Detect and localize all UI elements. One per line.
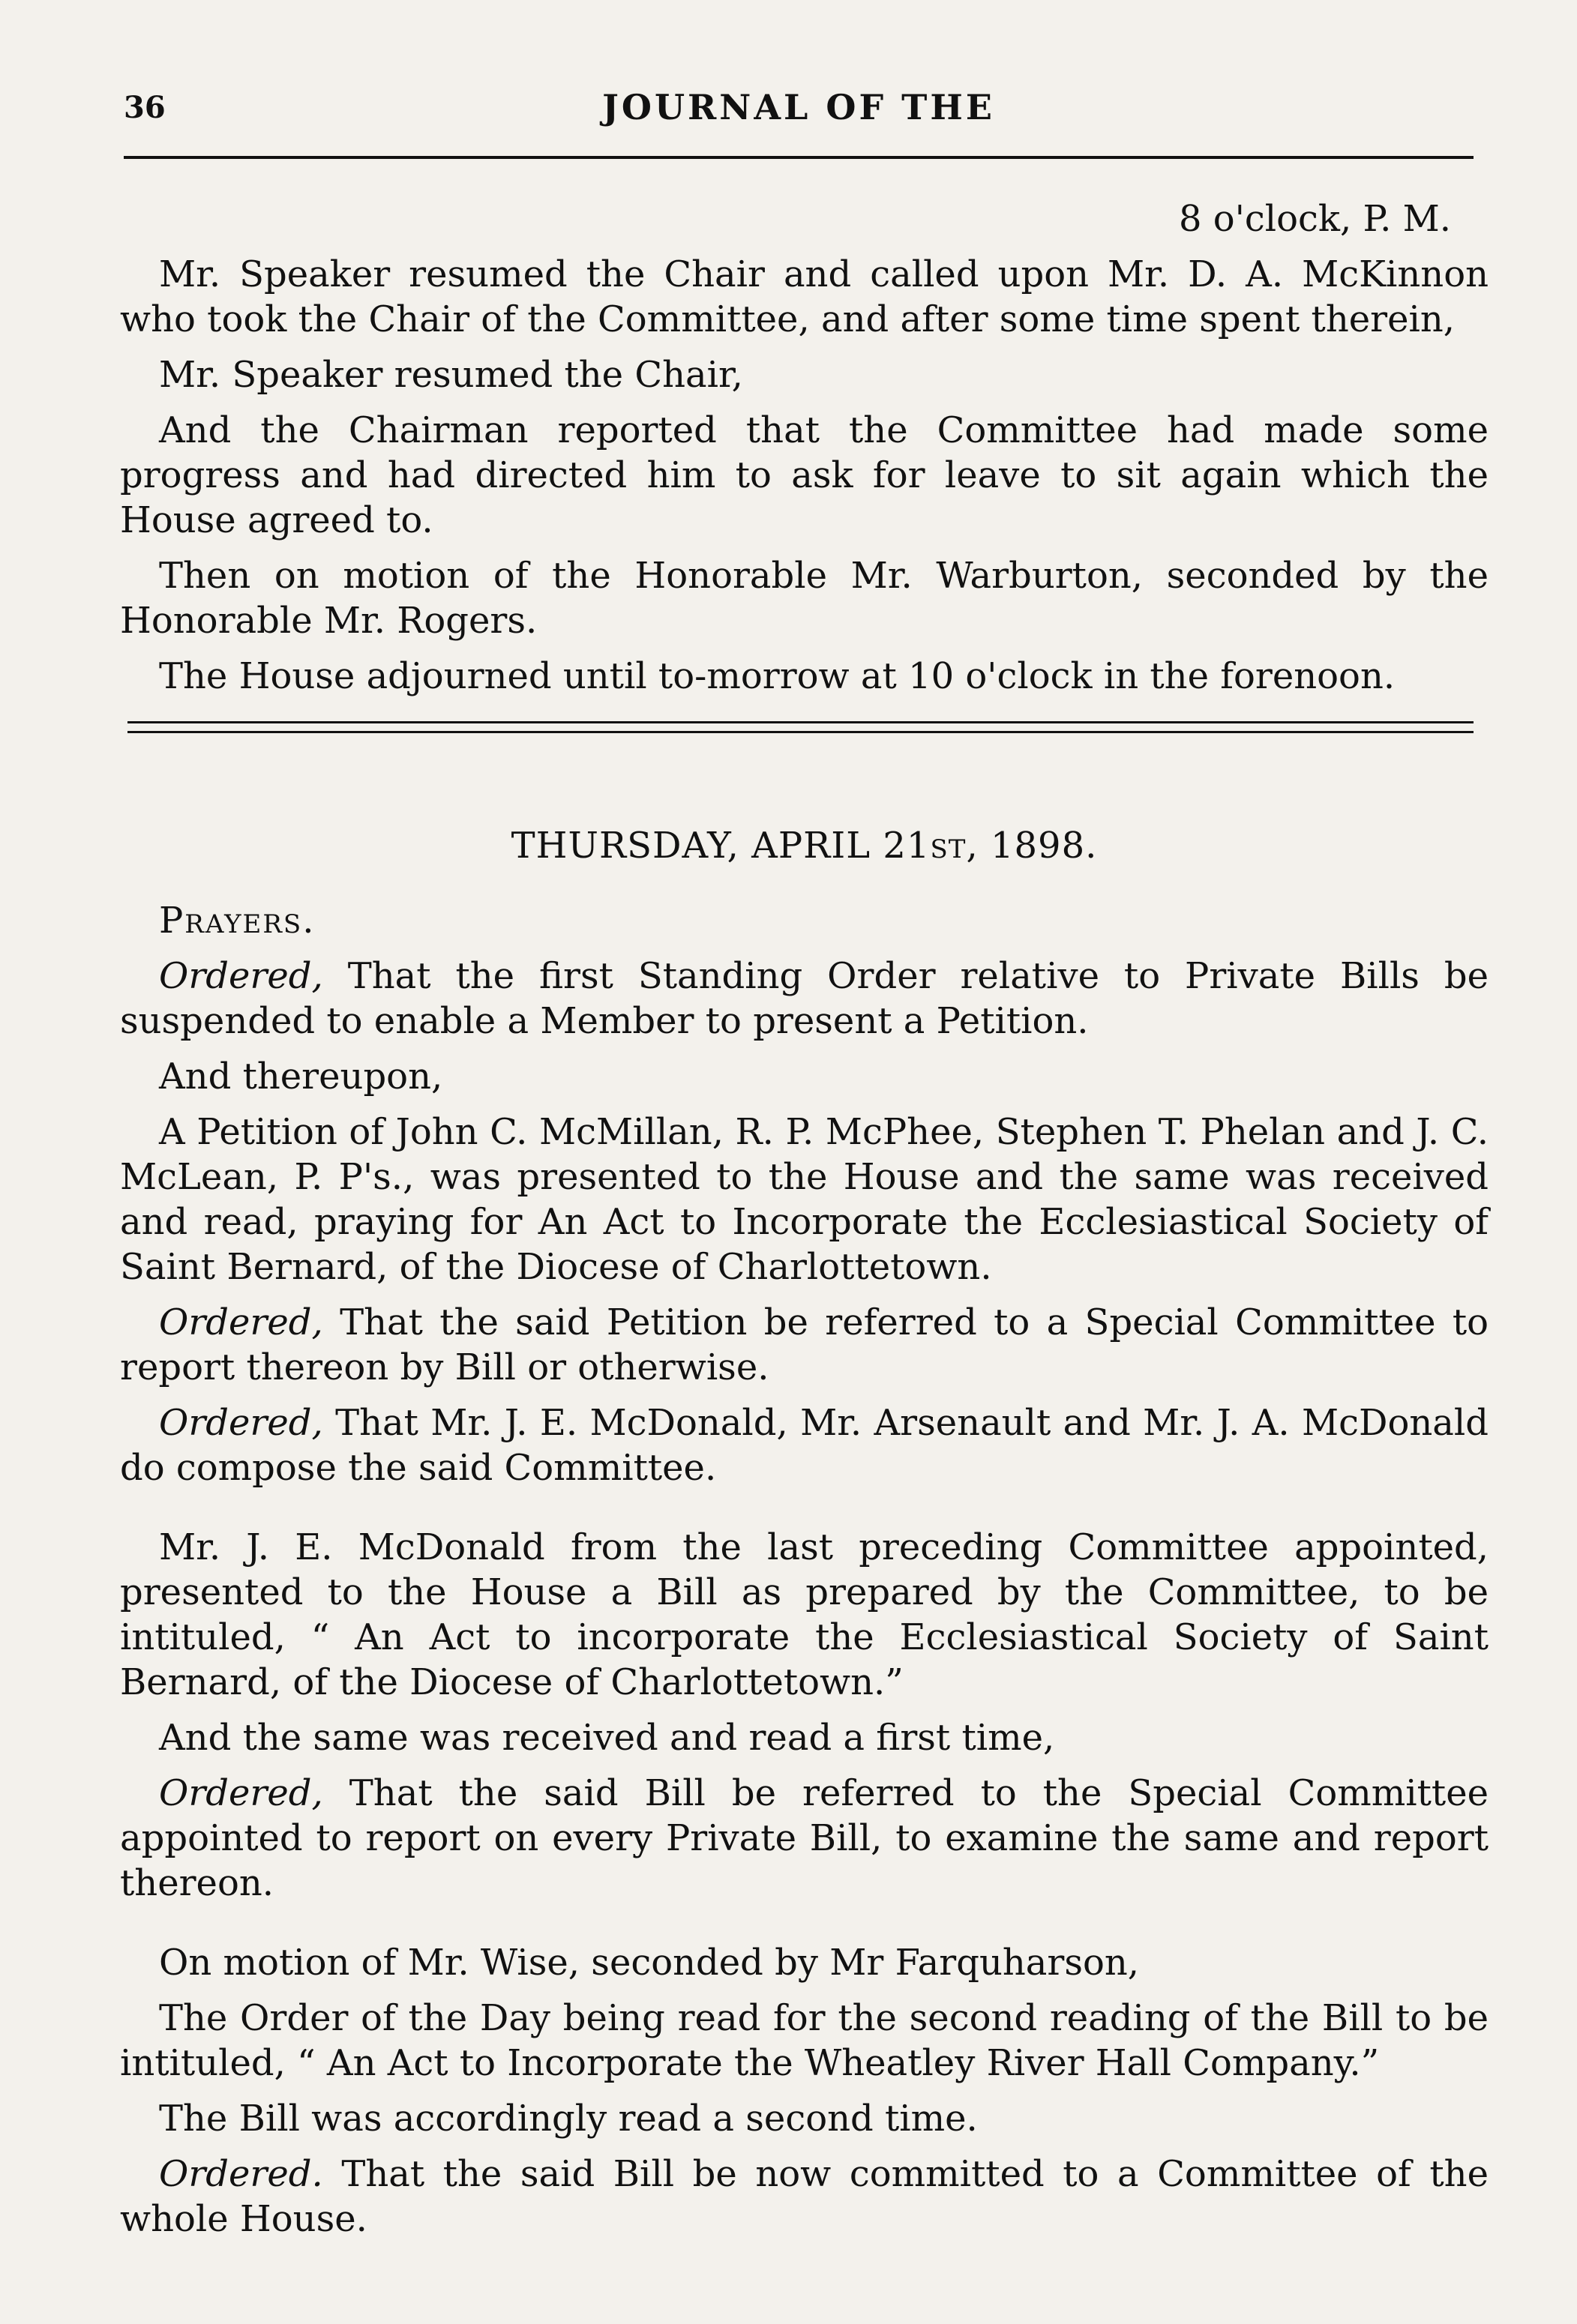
prayers-heading: Prayers.: [159, 900, 316, 942]
journal-title: JOURNAL OF THE: [602, 87, 995, 127]
paragraph: Ordered, That the said Bill be referred to the Special Committee appointed to report on every Private Bill, to examine the same and report thereon.: [120, 1772, 1489, 1904]
page-number: 36: [124, 90, 166, 125]
paragraph: The House adjourned until to-morrow at 10 o'clock in the forenoon.: [159, 655, 1396, 697]
paragraph: Ordered, That the first Standing Order relative to Private Bills be suspended to enable a Member to present a Petition.: [120, 955, 1489, 1042]
thursday-proceedings: [120, 898, 1489, 2252]
paragraph: And the same was received and read a first time,: [159, 1717, 1055, 1759]
paragraph: The Bill was accordingly read a second time.: [159, 2098, 978, 2140]
paragraph: The Order of the Day being read for the second reading of the Bill to be intituled, “ An Act to Incorporate the Wheatley River Hall Company.”: [120, 1997, 1489, 2084]
paragraph: Mr. J. E. McDonald from the last preceding Committee appointed, presented to the House a Bill as prepared by the Committee, to be intituled, “ An Act to incorporate the Ecclesiastical Society of Saint Bernard, of the Diocese of Charlottetown.”: [120, 1526, 1489, 1703]
sitting-date: [120, 825, 1489, 867]
paragraph: And the Chairman reported that the Committee had made some progress and had directed him to ask for leave to sit again which the House agreed to.: [120, 409, 1489, 541]
paragraph: Ordered. That the said Bill be now committed to a Committee of the whole House.: [120, 2153, 1489, 2240]
paragraph: Ordered, That the said Petition be referred to a Special Committee to report thereon by Bill or otherwise.: [120, 1301, 1489, 1388]
date-main: THURSDAY, APRIL 21: [511, 825, 931, 867]
ordered-label: Ordered,: [159, 1402, 323, 1444]
paragraph: A Petition of John C. McMillan, R. P. McPhee, Stephen T. Phelan and J. C. McLean, P. P's., was presented to the House and the same was received and read, praying for An Act to Incorporate the Ecclesiastical Society of Saint Bernard, of the Diocese of Charlottetown.: [120, 1111, 1489, 1288]
paragraph: Ordered, That Mr. J. E. McDonald, Mr. Arsenault and Mr. J. A. McDonald do compose the said Committee.: [120, 1402, 1489, 1489]
paragraph: And thereupon,: [159, 1056, 443, 1098]
date-year: , 1898.: [966, 825, 1098, 867]
running-head: [124, 75, 1474, 135]
paragraph: Then on motion of the Honorable Mr. Warburton, seconded by the Honorable Mr. Rogers.: [120, 555, 1489, 642]
paragraph: Mr. Speaker resumed the Chair and called upon Mr. D. A. McKinnon who took the Chair of the Committee, and after some time spent therein,: [120, 253, 1489, 340]
ordered-label: Ordered,: [159, 1301, 323, 1343]
paragraph: Mr. Speaker resumed the Chair,: [159, 354, 743, 396]
ordered-label: Ordered,: [159, 1772, 323, 1814]
header-rule: [124, 156, 1474, 159]
evening-sitting: [120, 196, 1489, 709]
ordered-label: Ordered.: [159, 2153, 323, 2195]
ordered-label: Ordered,: [159, 955, 323, 997]
sitting-time: 8 o'clock, P. M.: [1179, 198, 1451, 240]
paragraph: On motion of Mr. Wise, seconded by Mr Farquharson,: [159, 1942, 1140, 1984]
section-divider: [127, 721, 1474, 733]
date-suffix: ST: [930, 834, 967, 864]
